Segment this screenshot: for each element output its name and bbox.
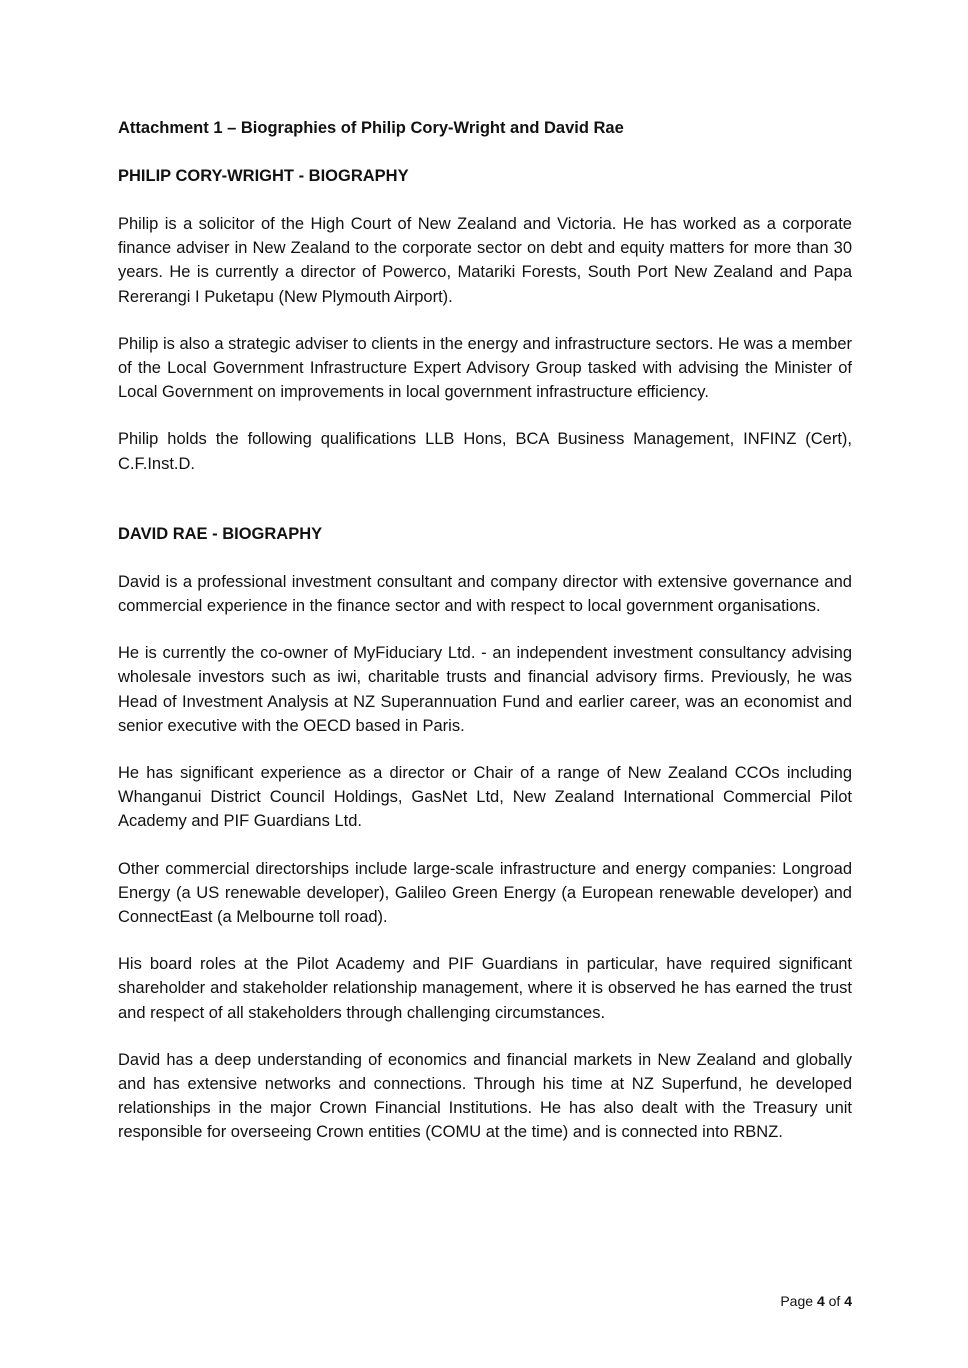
paragraph: Philip is also a strategic adviser to clients in the energy and infrastructure sectors. He was a member of the Local Government Infrastructure Expert Advisory Group tasked with advising the Minister of Local Government on improvements in local government infrastructure efficiency. [118, 334, 852, 402]
paragraph: He is currently the co-owner of MyFiduciary Ltd. - an independent investment consultancy advising wholesale investors such as iwi, charitable trusts and financial advisory firms. Previously, he was Head of Investment Analysis at NZ Superannuation Fund and earlier career, was an economist and senior executive with the OECD based in Paris. [118, 644, 852, 735]
document-title: Attachment 1 – Biographies of Philip Cory-Wright and David Rae [118, 119, 624, 137]
paragraph: Philip holds the following qualifications LLB Hons, BCA Business Management, INFINZ (Cert), C.F.Inst.D. [118, 430, 852, 473]
section-david-rae [118, 522, 852, 1145]
paragraph: His board roles at the Pilot Academy and PIF Guardians in particular, have required significant shareholder and stakeholder relationship management, where it is observed he has earned the trust and respect of all stakeholders through challenging circumstances. [118, 955, 852, 1022]
document-body [118, 116, 852, 1168]
of-word: of [828, 1293, 841, 1309]
page-number [780, 1292, 852, 1310]
page-total: 4 [844, 1293, 852, 1309]
paragraph: Other commercial directorships include large-scale infrastructure and energy companies: Longroad Energy (a US renewable developer), Galileo Green Energy (a European renewable developer) and ConnectEast (a Melbourne toll road). [118, 859, 852, 927]
paragraph: David has a deep understanding of economics and financial markets in New Zealand and globally and has extensive networks and connections. Through his time at NZ Superfund, he developed relationships in the major Crown Financial Institutions. He has also dealt with the Treasury unit responsible for overseeing Crown entities (COMU at the time) and is connected into RBNZ. [118, 1050, 852, 1142]
paragraph: He has significant experience as a director or Chair of a range of New Zealand CCOs including Whanganui District Council Holdings, GasNet Ltd, New Zealand International Commercial Pilot Academy and PIF Guardians Ltd. [118, 764, 852, 831]
page-current: 4 [816, 1293, 825, 1309]
paragraph: Philip is a solicitor of the High Court of New Zealand and Victoria. He has worked as a corporate finance adviser in New Zealand to the corporate sector on debt and equity matters for more than 30 years. He is currently a director of Powerco, Matariki Forests, South Port New Zealand and Papa Rererangi I Puketapu (New Plymouth Airport). [118, 215, 852, 306]
section-philip-cory-wright [118, 164, 852, 476]
section-heading: DAVID RAE - BIOGRAPHY [118, 524, 323, 543]
page-word: Page [780, 1293, 814, 1309]
section-heading: PHILIP CORY-WRIGHT - BIOGRAPHY [118, 167, 409, 185]
paragraph: David is a professional investment consultant and company director with extensive governance and commercial experience in the finance sector and with respect to local government organisations. [118, 572, 852, 616]
